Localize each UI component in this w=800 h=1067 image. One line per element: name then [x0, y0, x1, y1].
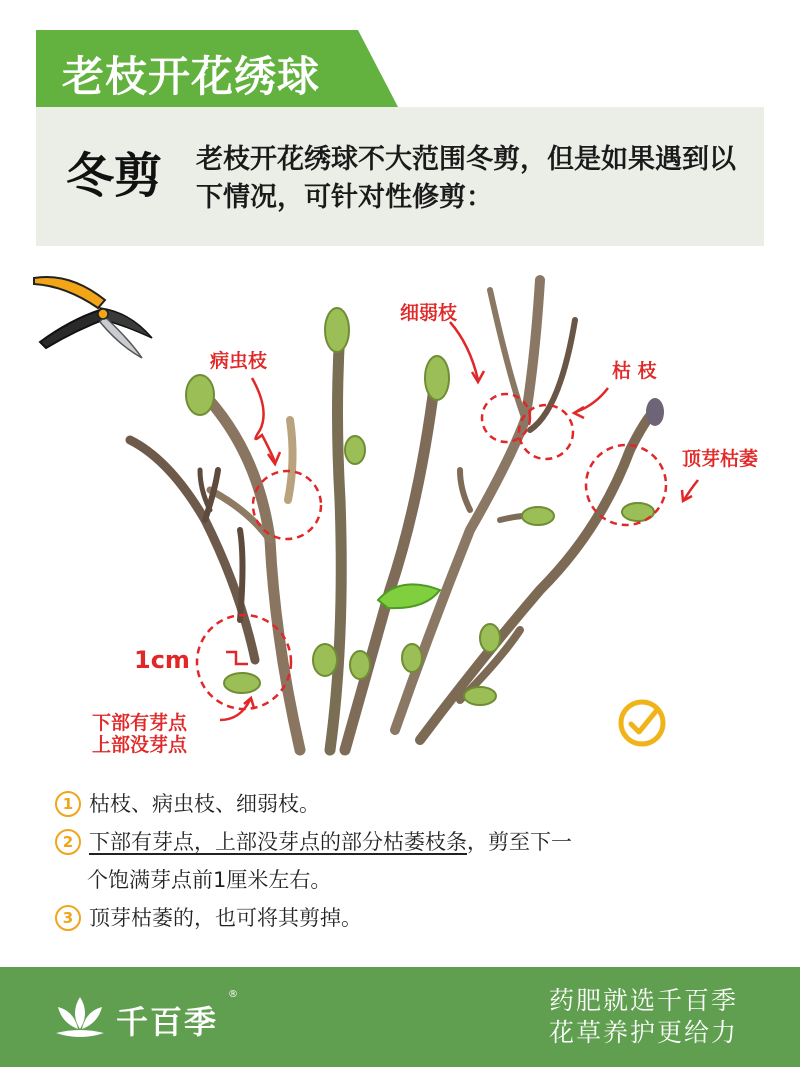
intro-text: 老枝开花绣球不大范围冬剪，但是如果遇到以下情况，可针对性修剪： — [196, 144, 736, 213]
instruction-text: 顶芽枯萎的，也可将其剪掉。 — [89, 906, 362, 930]
leaf-logo-icon — [52, 993, 108, 1043]
instruction-item-2-continued: 个饱满芽点前1厘米左右。 — [87, 868, 332, 892]
title-banner — [36, 30, 398, 107]
withered-bud — [646, 398, 664, 426]
slogan-line-2: 花草养护更给力 — [548, 1018, 738, 1047]
branches — [130, 280, 655, 750]
annotation-weak: 细弱枝 — [400, 302, 458, 324]
branch-drawing — [0, 260, 800, 770]
pruning-illustration — [0, 260, 800, 770]
pruning-shears-icon — [34, 277, 152, 358]
intro-box — [36, 107, 764, 246]
instruction-text: 枯枝、病虫枝、细弱枝。 — [89, 792, 320, 816]
annotation-distance: 1cm — [134, 646, 190, 674]
instruction-text: ，剪至下一 — [467, 830, 572, 854]
annotation-lower-has-bud: 下部有芽点 — [92, 712, 188, 734]
slogan-line-1: 药肥就选千百季 — [548, 986, 738, 1015]
page-title: 老枝开花绣球 — [62, 52, 321, 101]
annotation-wilted-tip: 顶芽枯萎 — [682, 448, 759, 470]
annotation-diseased: 病虫枝 — [210, 350, 268, 372]
number-badge: 1 — [55, 791, 81, 817]
annotation-upper-no-bud: 上部没芽点 — [92, 734, 188, 756]
instruction-item-3 — [55, 902, 362, 932]
brand-logo — [52, 987, 252, 1047]
slogan — [549, 985, 738, 1049]
instruction-item-2 — [55, 826, 572, 856]
number-badge: 2 — [55, 829, 81, 855]
footer — [0, 967, 800, 1067]
registered-mark: ® — [228, 989, 238, 1000]
number-badge: 3 — [55, 905, 81, 931]
instruction-item-1 — [55, 788, 320, 818]
brand-name: 千百季 — [116, 1003, 219, 1041]
instruction-underlined-text: 下部有芽点，上部没芽点的部分枯萎枝条 — [89, 830, 467, 854]
check-icon — [617, 698, 667, 748]
annotation-dead: 枯 枝 — [612, 360, 657, 382]
section-label: 冬剪 — [66, 148, 163, 204]
